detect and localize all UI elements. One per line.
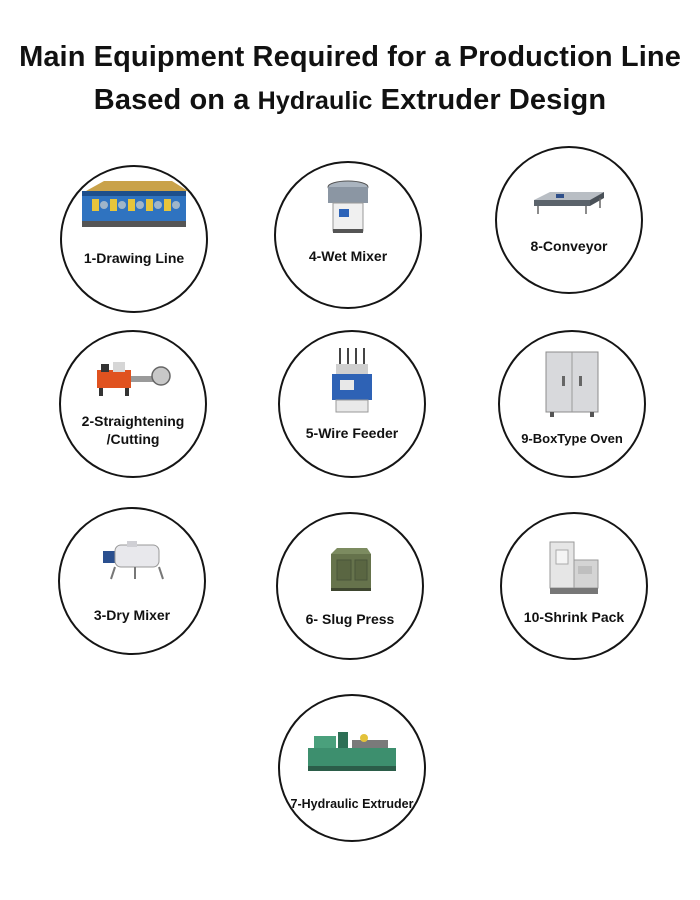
straightening-cutting-machine-icon [91,356,175,398]
equipment-label: 4-Wet Mixer [308,248,388,264]
equipment-label: 6- Slug Press [305,611,395,627]
wet-mixer-icon [323,179,373,235]
equipment-circle-shrink-pack [500,512,648,660]
equipment-label: 8-Conveyor [530,238,608,254]
equipment-circle-straightening-cutting [59,330,207,478]
box-type-oven-icon [544,350,600,418]
equipment-circle-box-type-oven [498,330,646,478]
wire-feeder-icon [330,346,374,416]
equipment-circle-hydraulic-extruder [278,694,426,842]
equipment-label: 7-Hydraulic Extruder [290,797,414,811]
slug-press-icon [327,544,373,592]
equipment-circle-wet-mixer [274,161,422,309]
equipment-circle-wire-feeder [278,330,426,478]
equipment-circle-drawing-line [60,165,208,313]
conveyor-icon [530,188,608,216]
equipment-label: 3-Dry Mixer [93,607,171,623]
shrink-pack-machine-icon [546,538,602,598]
equipment-circle-dry-mixer [58,507,206,655]
equipment-circle-slug-press [276,512,424,660]
equipment-label-line-2: /Cutting [106,431,160,447]
drawing-line-machine-icon [76,177,192,231]
equipment-label: 9-BoxType Oven [521,431,623,446]
equipment-label: 10-Shrink Pack [523,609,625,625]
title-line-2-middle: Hydraulic [257,87,373,115]
equipment-circle-conveyor [495,146,643,294]
title-line-2 [0,79,700,123]
title-line-1: Main Equipment Required for a Production Line [19,41,681,73]
title-line-2-end: Extruder Design [372,84,607,116]
equipment-label: 1-Drawing Line [83,250,185,266]
page-title [0,36,700,123]
equipment-label: 2-Straightening [81,413,185,429]
title-line-2-start: Based on a [93,84,258,116]
hydraulic-extruder-icon [304,728,400,774]
dry-mixer-icon [97,541,167,581]
equipment-label: 5-Wire Feeder [305,425,399,441]
